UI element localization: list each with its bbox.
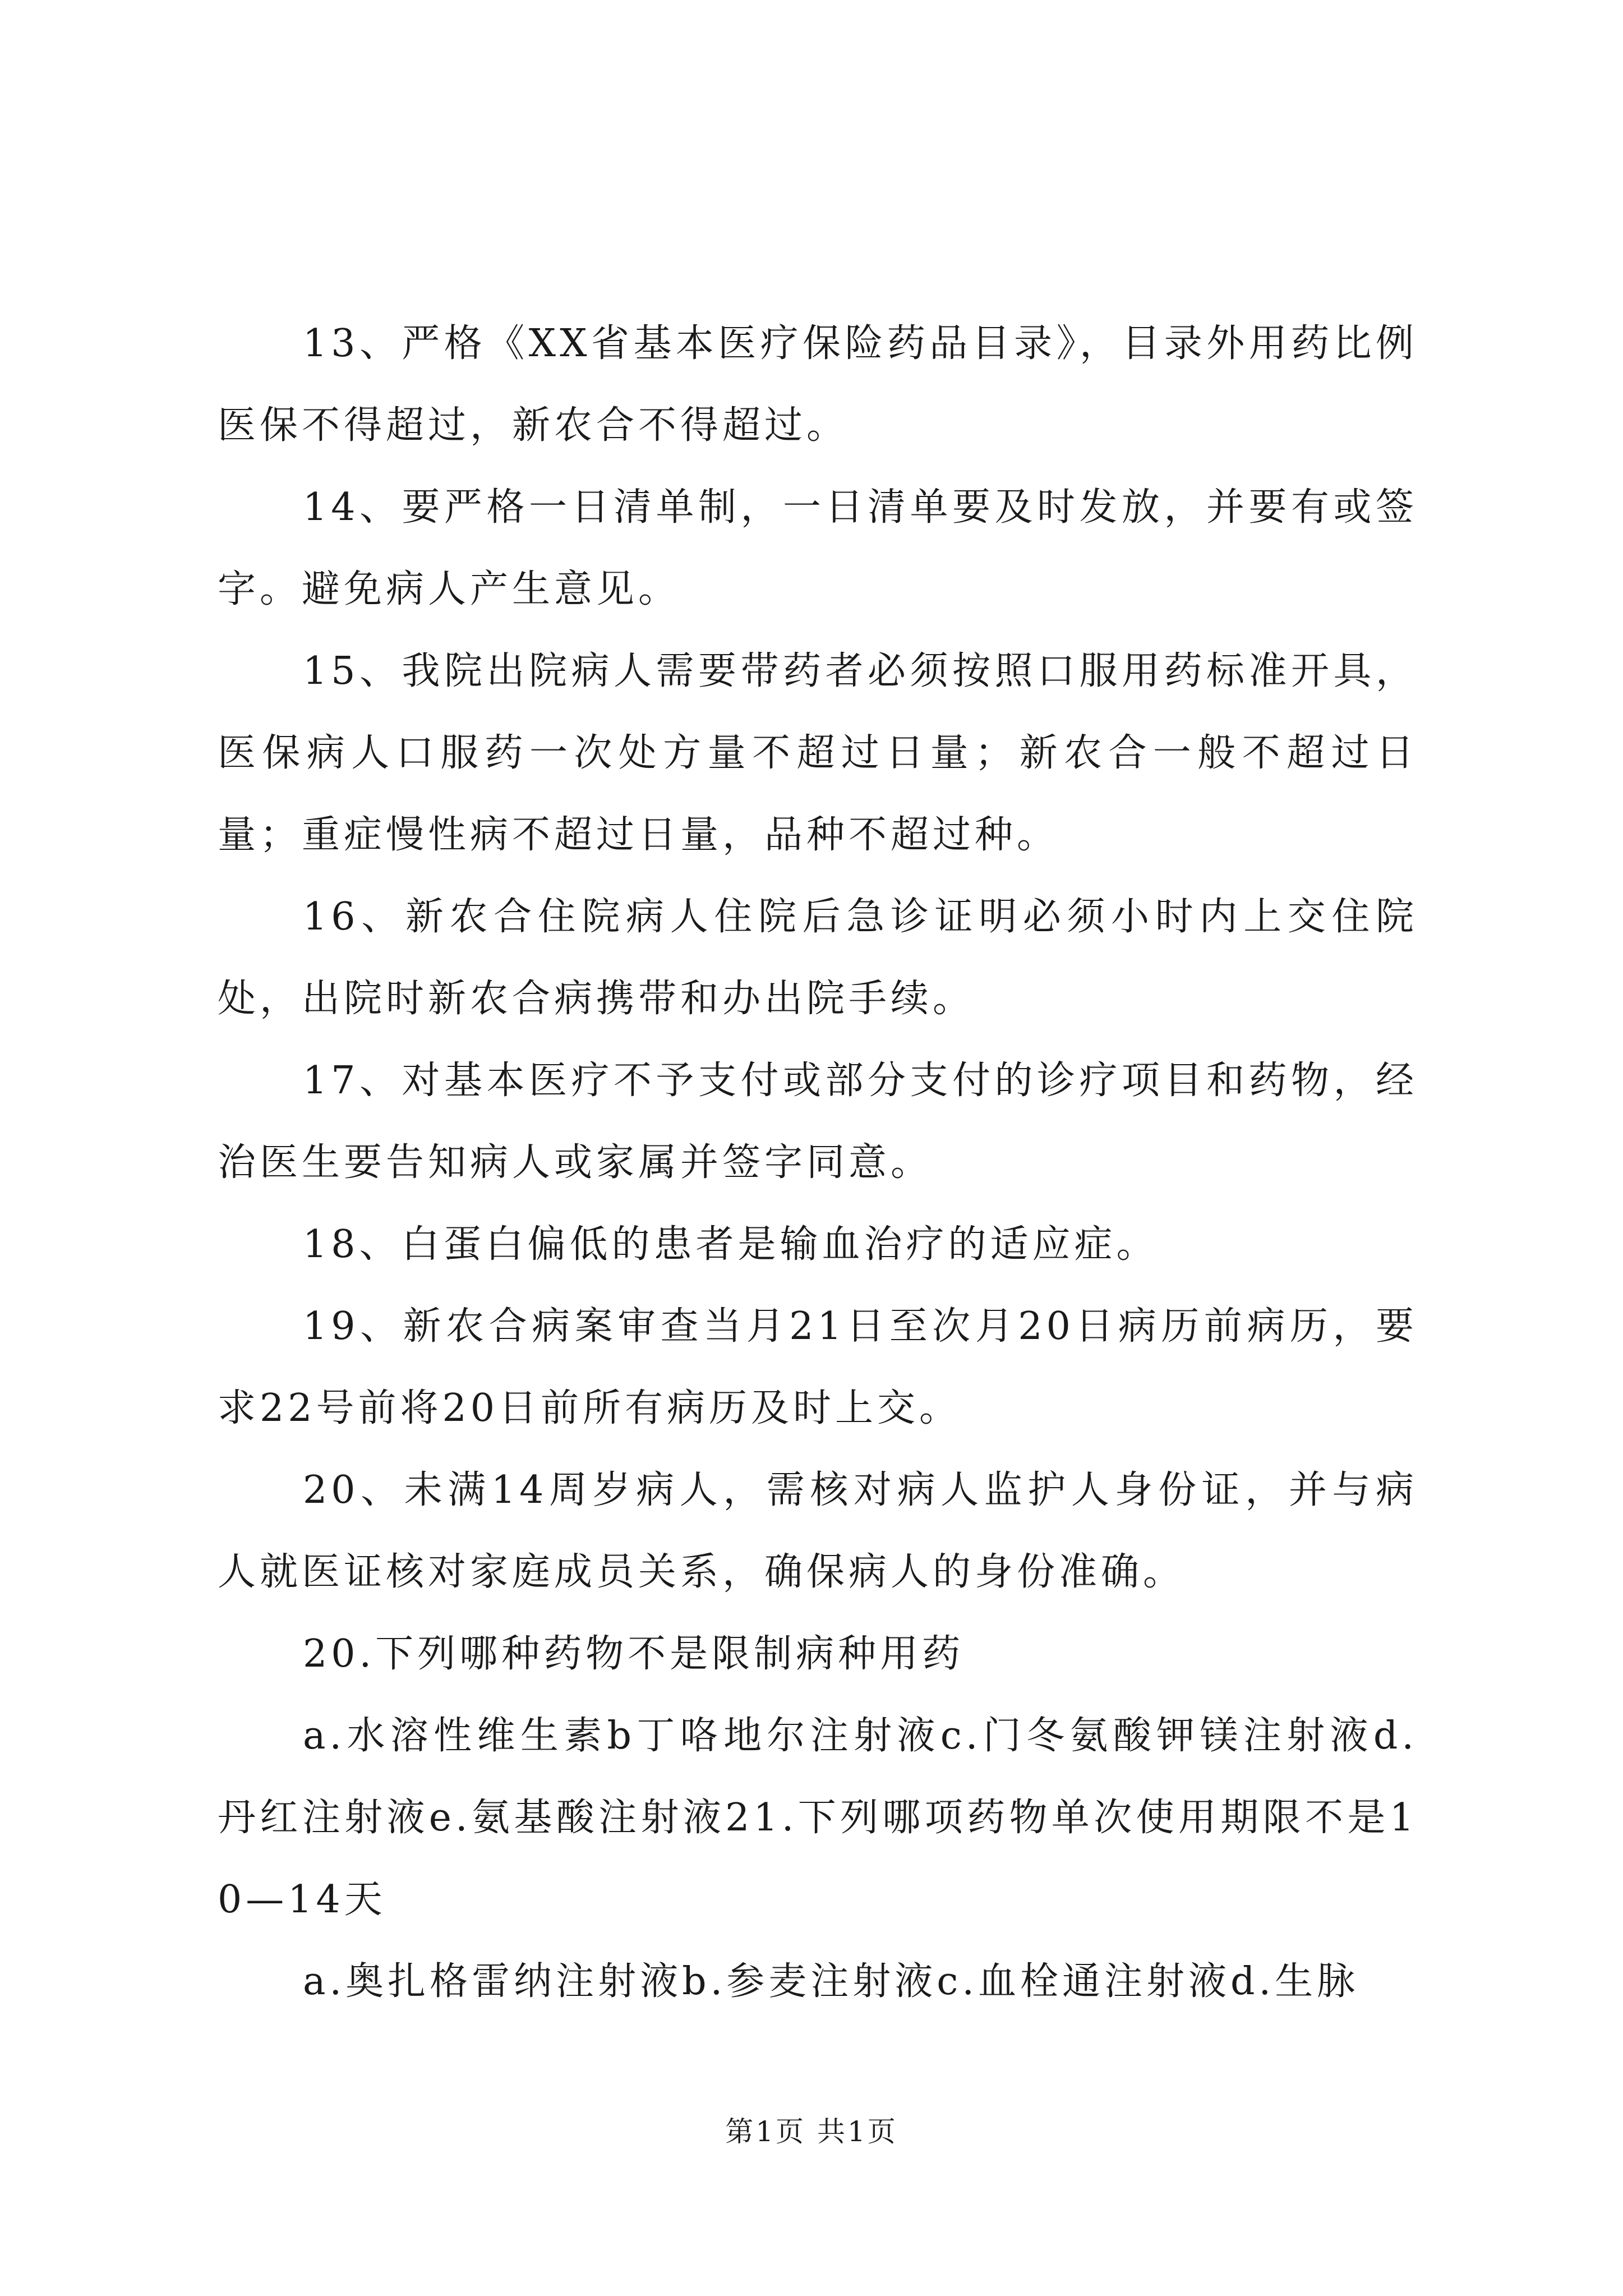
paragraph-19: 19、新农合病案审查当月21日至次月20日病历前病历，要求22号前将20日前所有病历及时上交。 (218, 1304, 1418, 1430)
paragraph-16: 16、新农合住院病人住院后急诊证明必须小时内上交住院处，出院时新农合病携带和办出院手续。 (218, 895, 1418, 1021)
paragraph-18: 18、白蛋白偏低的患者是输血治疗的适应症。 (303, 1222, 1159, 1267)
question-21-options: a.奥扎格雷纳注射液b.参麦注射液c.血栓通注射液d.生脉 (303, 1959, 1359, 2004)
document-body (218, 303, 1418, 2023)
page-footer: 第1页 共1页 (725, 2115, 898, 2148)
paragraph-17: 17、对基本医疗不予支付或部分支付的诊疗项目和药物，经治医生要告知病人或家属并签字同意。 (218, 1059, 1418, 1185)
paragraph-14: 14、要严格一日清单制，一日清单要及时发放，并要有或签字。避免病人产生意见。 (218, 485, 1418, 611)
paragraph-13: 13、严格《XX省基本医疗保险药品目录》，目录外用药比例医保不得超过，新农合不得超过。 (218, 321, 1418, 448)
question-20: 20.下列哪种药物不是限制病种用药 (303, 1632, 965, 1676)
question-20-options: a.水溶性维生素b丁咯地尔注射液c.门冬氨酸钾镁注射液d.丹红注射液e.氨基酸注射液21.下列哪项药物单次使用期限不是10—14天 (218, 1714, 1418, 1922)
paragraph-20: 20、未满14周岁病人，需核对病人监护人身份证，并与病人就医证核对家庭成员关系，确保病人的身份准确。 (218, 1468, 1418, 1594)
paragraph-15: 15、我院出院病人需要带药者必须按照口服用药标准开具，医保病人口服药一次处方量不超过日量；新农合一般不超过日量；重症慢性病不超过日量，品种不超过种。 (218, 649, 1418, 857)
